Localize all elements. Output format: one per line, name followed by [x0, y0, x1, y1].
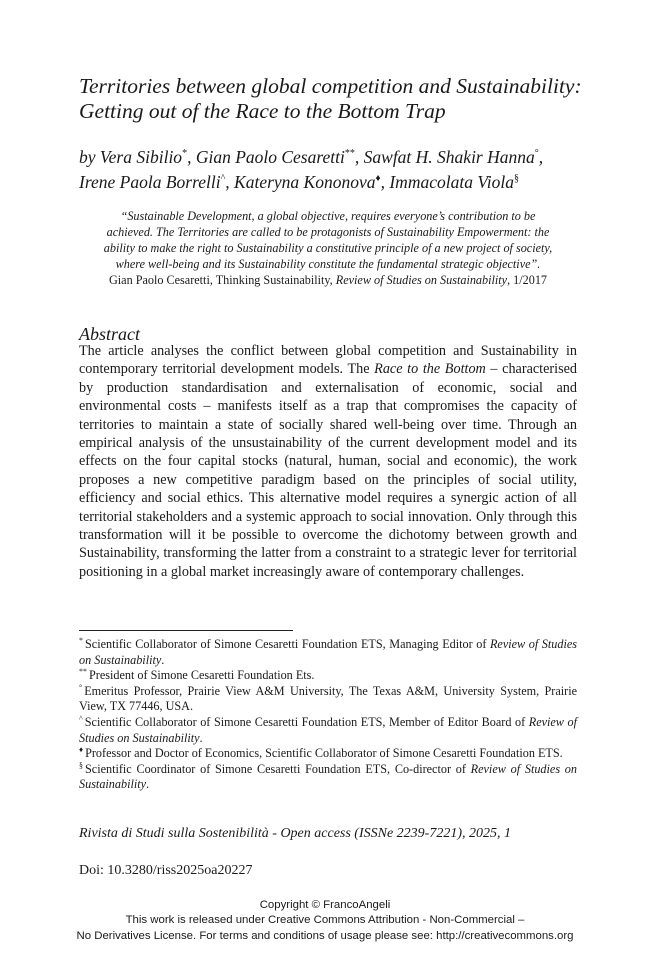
footnote-2	[79, 668, 577, 684]
author-separator: ,	[354, 147, 364, 167]
footnote-symbol: §	[79, 760, 83, 770]
author-list	[79, 145, 599, 195]
footnote-text: President of Simone Cesaretti Foundation Ets.	[89, 668, 315, 683]
author-separator: ,	[187, 147, 196, 167]
abstract-heading: Abstract	[79, 324, 140, 344]
author-3-mark: °	[534, 148, 539, 160]
footnote-6	[79, 762, 577, 793]
quote-line-4: where well-being and its Sustainability constitute the fundamental strategic objective”.	[115, 257, 541, 271]
footnote-symbol: ^	[79, 713, 83, 723]
author-3: Sawfat H. Shakir Hanna	[363, 147, 535, 167]
footnote-journal: Review of Studies on Sustainability	[79, 714, 577, 745]
author-6: Immacolata Viola	[389, 172, 514, 192]
quote-line-1: “Sustainable Development, a global objective, requires everyone’s contribution to be	[120, 209, 536, 223]
abstract-text-2: – characterised by production standardisation and externalisation of economic, social and environmental costs – manifests itself as a trap that compromises the capacity of territories to maintain a state of socially shared well-being over time. Through an empirical analysis of the unsustainability of the current development model and its effects on the four capital stocks (natural, human, social and economic), the work proposes a new competitive paradigm based on the principles of social utility, efficiency and social ethics. This alternative model requires a synergic action of all territorial stakeholders and a systemic approach to social innovation. Only through this transformation will it be possible to overcome the dichotomy between growth and Sustainability, transforming the latter from a constraint to a strategic lever for territorial positioning in a global market increasingly aware of contemporary challenges.	[79, 361, 577, 580]
doi-line: Doi: 10.3280/riss2025oa20227	[79, 863, 253, 878]
quote-line-2: achieved. The Territories are called to be protagonists of Sustainability Empowerment: the	[106, 225, 550, 239]
footnote-text: Scientific Coordinator of Simone Cesaretti Foundation ETS, Co-director of	[85, 761, 471, 776]
footnote-journal: Review of Studies on Sustainability	[79, 761, 577, 792]
footnote-text: Scientific Collaborator of Simone Cesaretti Foundation ETS, Managing Editor of	[85, 637, 490, 651]
title-line-1: Territories between global competition and Sustainability:	[79, 74, 582, 98]
footnote-symbol: *	[79, 635, 83, 645]
author-5-mark: ♦	[375, 173, 381, 185]
author-1: Vera Sibilio	[99, 147, 183, 167]
footnote-end: .	[161, 652, 165, 667]
footnote-journal: Review of Studies on Sustainability	[79, 637, 577, 667]
quote-source	[109, 273, 547, 287]
title-line-2: Getting out of the Race to the Bottom Trap	[79, 99, 446, 123]
paper-title	[79, 74, 599, 124]
quote-source-journal: Review of Studies on Sustainability	[335, 273, 508, 287]
footnotes	[79, 637, 577, 793]
license-terms-line: No Derivatives License. For terms and conditions of usage please see: http://creativecommons.org	[76, 929, 574, 942]
author-4: Irene Paola Borrelli	[79, 172, 221, 192]
abstract-body	[79, 342, 577, 581]
author-separator: ,	[538, 147, 544, 167]
footnote-3	[79, 684, 577, 715]
footnote-text: Scientific Collaborator of Simone Cesaretti Foundation ETS, Member of Editor Board of	[84, 714, 529, 729]
footnote-text: Professor and Doctor of Economics, Scientific Collaborator of Simone Cesaretti Foundation ETS.	[85, 746, 563, 761]
copyright-line: Copyright © FrancoAngeli	[259, 899, 391, 911]
license-line: This work is released under Creative Commons Attribution - Non-Commercial –	[125, 914, 525, 927]
footnote-text: Emeritus Professor, Prairie View A&M University, The Texas A&M, University System, Prairie View, TX 77446, USA.	[79, 683, 577, 714]
footnote-symbol: **	[79, 667, 87, 677]
footnote-4	[79, 715, 577, 746]
quote-source-author: Gian Paolo Cesaretti, Thinking Sustainability,	[108, 273, 336, 287]
footnote-end: .	[199, 730, 203, 745]
author-2: Gian Paolo Cesaretti	[195, 147, 345, 167]
author-4-mark: ^	[220, 173, 226, 185]
footnote-symbol: °	[79, 682, 83, 692]
author-6-mark: §	[513, 173, 519, 185]
footnote-1	[79, 637, 577, 668]
footnote-end: .	[146, 777, 150, 792]
author-1-mark: *	[182, 148, 188, 160]
footnote-symbol: ♦	[79, 745, 84, 755]
author-separator: ,	[225, 172, 235, 192]
abstract-race-term: Race to the Bottom	[374, 361, 486, 378]
author-5: Kateryna Kononova	[234, 172, 376, 192]
by-label: by	[79, 147, 100, 167]
journal-citation: Rivista di Studi sulla Sostenibilità - Open access (ISSNe 2239-7221), 2025, 1	[79, 826, 512, 841]
author-2-mark: **	[344, 148, 355, 160]
license-notice	[0, 898, 650, 944]
epigraph-quote	[79, 208, 577, 288]
footnote-divider	[79, 630, 293, 631]
footnote-5	[79, 746, 577, 762]
quote-line-3: ability to make the right to Sustainability a constitutive principle of a new project of society,	[103, 241, 553, 255]
abstract-text-1: The article analyses the conflict between global competition and Sustainability in contemporary territorial development models. The	[79, 343, 577, 378]
quote-source-issue: , 1/2017	[507, 273, 548, 287]
author-separator: ,	[380, 172, 390, 192]
